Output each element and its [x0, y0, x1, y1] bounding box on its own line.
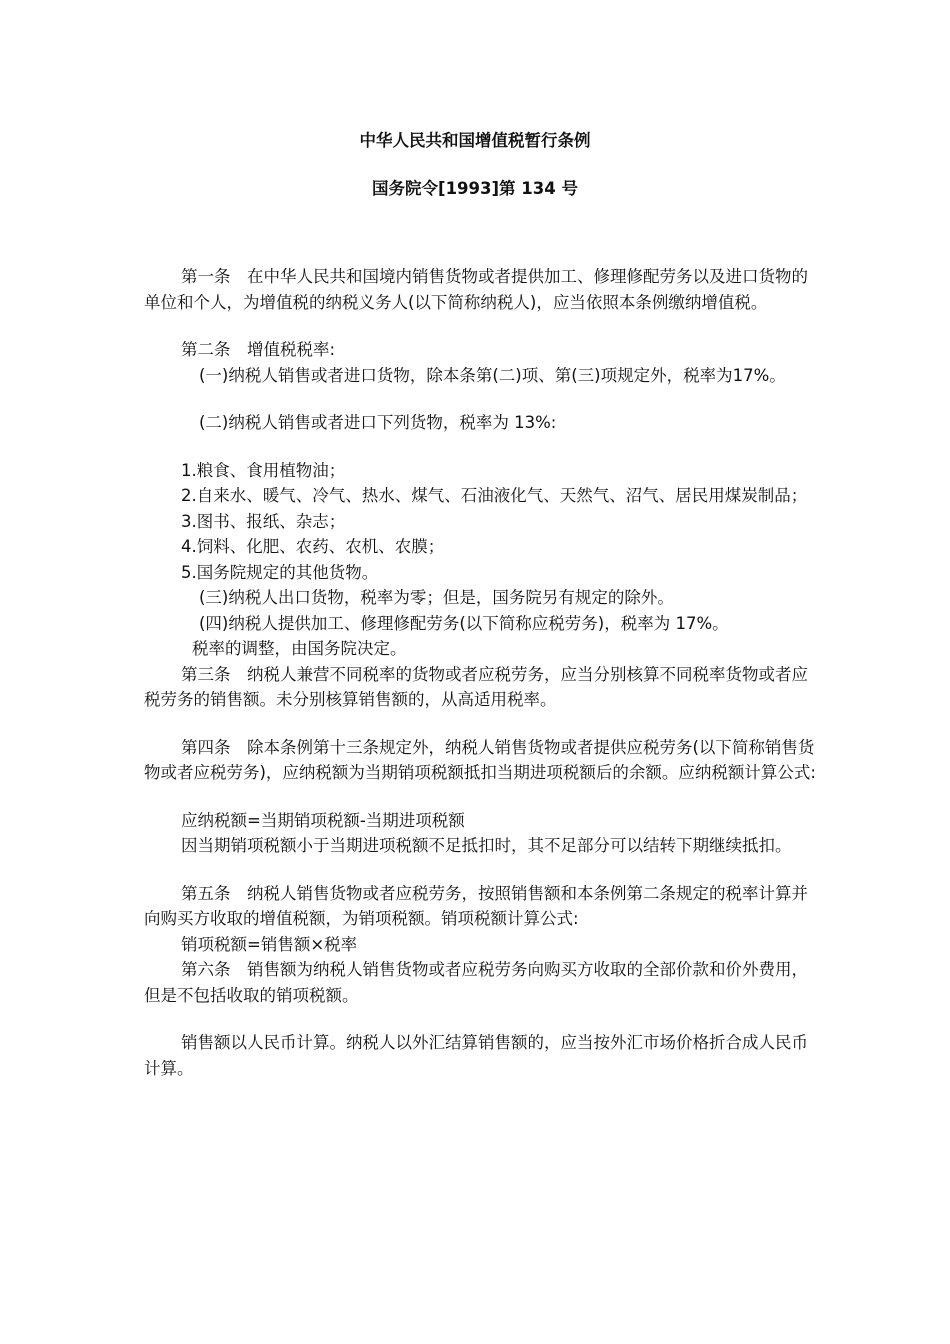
document-body: [144, 264, 824, 1081]
goods-list-item: 2.自来水、暖气、冷气、热水、煤气、石油液化气、天然气、沼气、居民用煤炭制品；: [181, 486, 808, 505]
article-2-item-4: (四)纳税人提供加工、修理修配劳务(以下简称应税劳务)，税率为 17%。: [199, 613, 729, 633]
output-tax-formula: 销项税额=销售额×税率: [181, 934, 358, 954]
article-4: 第四条 除本条例第十三条规定外，纳税人销售货物或者提供应税劳务(以下简称销售货物或者应税劳务)，应纳税额为当期销项税额抵扣当期进项税额后的余额。应纳税额计算公式:: [144, 737, 816, 782]
document-title: 中华人民共和国增值税暂行条例: [359, 131, 591, 150]
rate-adjustment-note: 税率的调整，由国务院决定。: [192, 639, 407, 658]
article-2-item-2: (二)纳税人销售或者进口下列货物，税率为 13%:: [199, 413, 557, 432]
goods-list-item: 1.粮食、食用植物油；: [181, 460, 346, 480]
goods-list-item: 3.图书、报纸、杂志；: [181, 511, 346, 531]
article-2-item-1: (一)纳税人销售或者进口货物，除本条第(二)项、第(三)项规定外，税率为17%。: [199, 365, 786, 385]
article-1: 第一条 在中华人民共和国境内销售货物或者提供加工、修理修配劳务以及进口货物的单位和个人，为增值税的纳税义务人(以下简称纳税人)，应当依照本条例缴纳增值税。: [144, 267, 808, 312]
article-3: 第三条 纳税人兼营不同税率的货物或者应税劳务，应当分别核算不同税率货物或者应税劳务的销售额。未分别核算销售额的，从高适用税率。: [144, 664, 808, 709]
article-6: 第六条 销售额为纳税人销售货物或者应税劳务向购买方收取的全部价款和价外费用，但是不包括收取的销项税额。: [144, 960, 808, 1005]
tax-formula: 应纳税额=当期销项税额-当期进项税额: [181, 810, 465, 830]
document-subtitle: 国务院令[1993]第 134 号: [372, 179, 578, 198]
goods-list-item: 4.饲料、化肥、农药、农机、农膜；: [181, 537, 445, 556]
goods-list-item: 5.国务院规定的其他货物。: [181, 562, 379, 582]
article-2-item-3: (三)纳税人出口货物，税率为零；但是，国务院另有规定的除外。: [199, 588, 674, 607]
article-4-note: 因当期销项税额小于当期进项税额不足抵扣时，其不足部分可以结转下期继续抵扣。: [181, 836, 792, 855]
article-5: 第五条 纳税人销售货物或者应税劳务，按照销售额和本条例第二条规定的税率计算并向购买方收取的增值税额，为销项税额。销项税额计算公式:: [144, 883, 808, 928]
article-2-heading: 第二条 增值税税率:: [181, 340, 336, 359]
article-6-note: 销售额以人民币计算。纳税人以外汇结算销售额的，应当按外汇市场价格折合成人民币计算。: [144, 1033, 808, 1078]
